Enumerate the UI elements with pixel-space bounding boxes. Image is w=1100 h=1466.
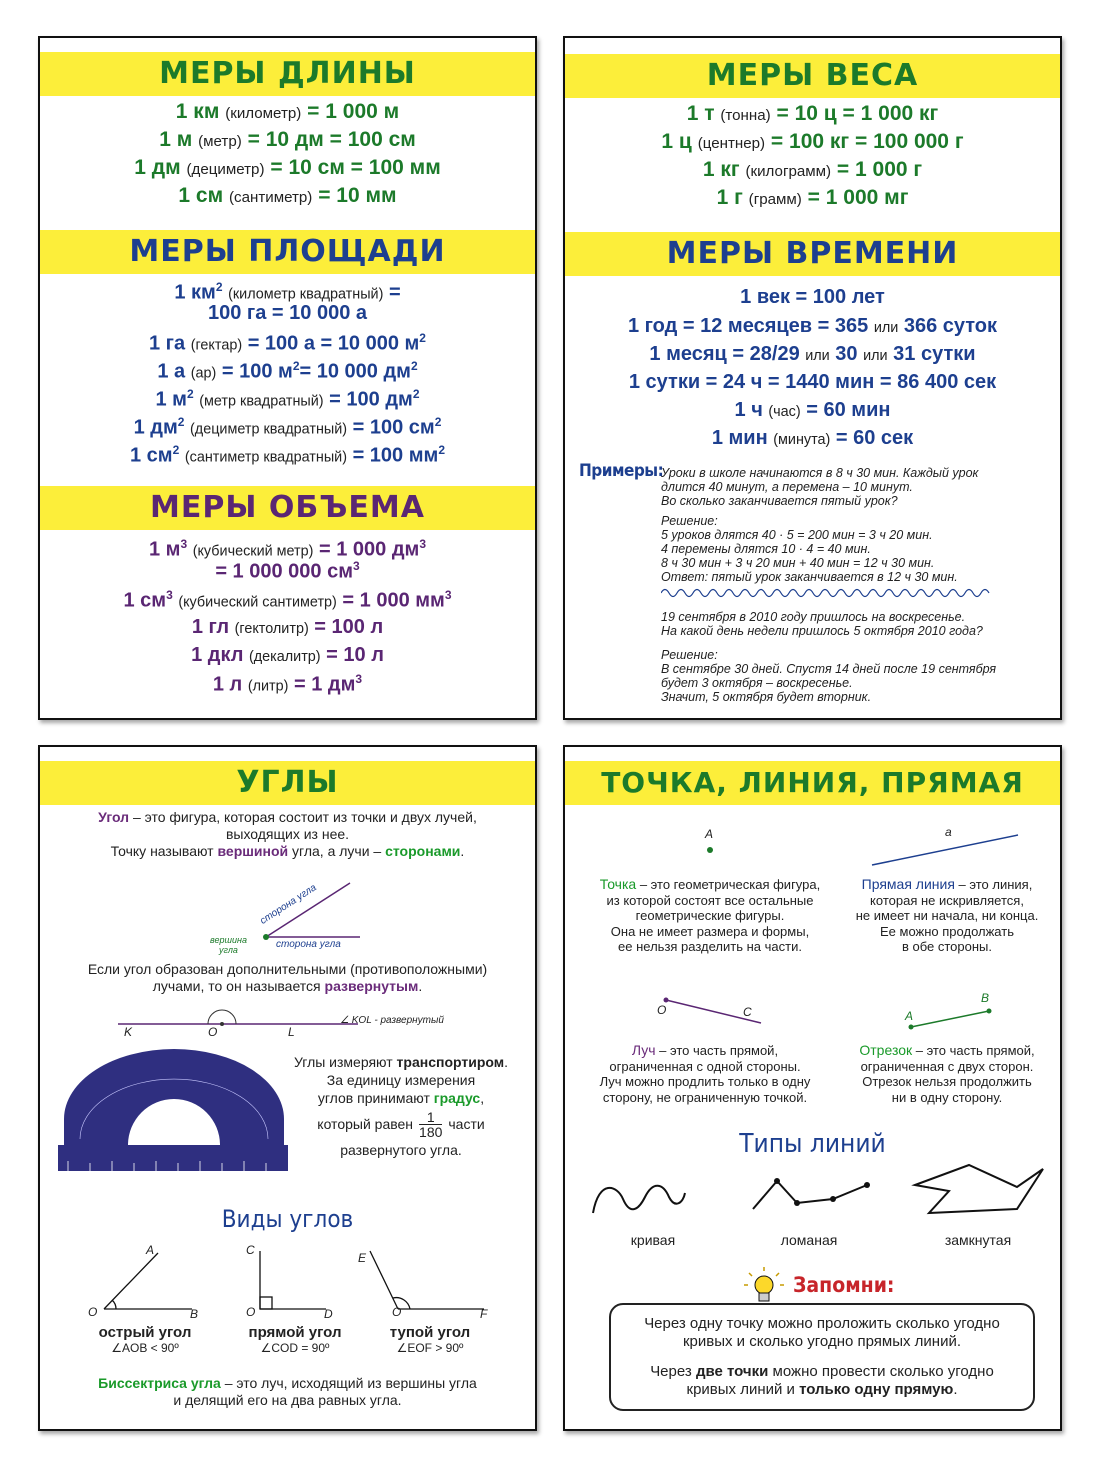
point-dot: [705, 845, 715, 855]
card-angles: [38, 745, 537, 1431]
ray-O-label: O: [657, 1003, 667, 1017]
angle-types-diagram: [80, 1243, 500, 1323]
right-angle: прямой угол ∠COD = 90º: [248, 1324, 342, 1355]
ray-C-label: C: [743, 1005, 752, 1019]
protractor-icon: [58, 1049, 290, 1179]
right-D: D: [324, 1307, 333, 1321]
straight-angle-text: Если угол образован дополнительными (противоположными) лучами, то он называется развернутым.: [87, 961, 488, 994]
straight-angle-diagram: [108, 1009, 368, 1039]
card-measures: МЕРЫ ДЛИНЫ 1 км (километр) = 1 000 м 1 м (метр) = 10 дм = 100 см 1 дм (дециметр) = 10 см = 100 мм 1 см (сантиметр) = 10 мм МЕРЫ ПЛОЩАДИ 1 $км^2$ (километр квадратный) = 100 га = 10 000 а 1 га (гектар) = 100 а = 10 000 $м^2$ 1 а (ар) = 100 $м^2= 10$ 000 $дм^2$ 1 $м^2$ (метр квадратный) = 100 $дм^2$ 1 $дм^2$ (дециметр квадратный) = 100 $см^2$ 1 $см^2$ (сантиметр квадратный) = 100 $мм^2$ МЕРЫ ОБЪЕМА 1 $м^3$ (кубический метр) = 1 000 $дм^3$ = 1 000 000 $см^3$ 1 $см^3$ (кубический сантиметр) = 1 000 $мм^3$ 1 гл (гектолитр) = 100 л 1 дкл (декалитр) = 10 л 1 л (литр) = 1 $дм^3$: [38, 36, 537, 720]
line-definition: Прямая линия – это линия, которая не искривляется, не имеет ни начала, ни конца. Ее можно продолжать в обе стороны.: [855, 876, 1039, 954]
point-title: ТОЧКА, ЛИНИЯ, ПРЯМАЯ: [565, 761, 1060, 805]
point-O: O: [208, 1025, 218, 1039]
acute-angle: острый угол ∠AOB < 90º: [98, 1324, 192, 1355]
angles-title: УГЛЫ: [40, 761, 535, 805]
side-label-1: сторона угла: [258, 882, 319, 927]
segment-B-label: B: [981, 991, 990, 1005]
acute-B: B: [190, 1307, 199, 1321]
remember-box: Через одну точку можно проложить сколько угодно кривых и сколько угодно прямых линий. Через две точки можно провести сколько угодно кривых линий и только одну прямую.: [609, 1303, 1035, 1411]
right-O: O: [246, 1305, 256, 1319]
solution-2: Решение: В сентябре 30 дней. Спустя 14 дней после 19 сентября будет 3 октября – воскресенье. Значит, 5 октября будет вторник.: [661, 648, 997, 704]
length-title: МЕРЫ ДЛИНЫ: [40, 52, 535, 96]
segment-diagram: [905, 1003, 995, 1033]
side-label-2: сторона угла: [276, 939, 341, 950]
line-a-label: a: [945, 825, 952, 839]
examples-label: Примеры:: [579, 461, 664, 481]
right-C: C: [246, 1243, 255, 1257]
point-A-label: A: [705, 827, 714, 841]
obtuse-O: O: [392, 1305, 402, 1319]
point-K: K: [124, 1025, 133, 1039]
example-1: Уроки в школе начинаются в 8 ч 30 мин. Каждый урок длится 40 минут, а перемена – 10 минут. Во сколько заканчивается пятый урок?: [661, 466, 979, 508]
point-L: L: [288, 1025, 295, 1039]
kol-note: ∠ KOL - развернутый: [340, 1015, 444, 1026]
ray-definition: Луч – это часть прямой, ограниченная с одной стороны. Луч можно продлить только в одну сторону, не ограниченную точкой.: [599, 1042, 811, 1105]
point-definition: Точка – это геометрическая фигура, из которой состоят все остальные геометрические фигуры. Она не имеет размера и формы, ее нельзя разделить на части.: [599, 876, 821, 954]
vertex-label: вершина угла: [210, 935, 247, 955]
bisector-text: Биссектриса угла – это луч, исходящий из вершины угла и делящий его на два равных угла.: [98, 1375, 477, 1408]
curve-label: кривая: [630, 1232, 676, 1248]
ray-diagram: [663, 995, 763, 1025]
curve-line: [589, 1169, 689, 1229]
broken-label: ломаная: [780, 1232, 838, 1248]
solution-1: Решение: 5 уроков длятся 40 · 5 = 200 мин = 3 ч 20 мин. 4 перемены длятся 10 · 4 = 40 мин. 8 ч 30 мин + 3 ч 20 мин + 40 мин = 12 ч 30 мин. Ответ: пятый урок заканчивается в 12 ч 30 мин.: [661, 514, 958, 584]
weight-title: МЕРЫ ВЕСА: [565, 54, 1060, 98]
obtuse-angle: тупой угол ∠EOF > 90º: [389, 1324, 471, 1355]
example-2: 19 сентября в 2010 году пришлось на воскресенье. На какой день недели пришлось 5 октября 2010 года?: [661, 610, 983, 638]
obtuse-F: F: [480, 1307, 488, 1321]
straight-line: [870, 831, 1020, 867]
card-weight-time: МЕРЫ ВЕСА 1 т (тонна) = 10 ц = 1 000 кг 1 ц (центнер) = 100 кг = 100 000 г 1 кг (килограмм) = 1 000 г 1 г (грамм) = 1 000 мг МЕРЫ ВРЕМЕНИ 1 век = 100 лет 1 год = 12 месяцев = 365 или 366 суток 1 месяц = 28/29 или 30 или 31 сутки 1 сутки = 24 ч = 1440 мин = 86 400 сек 1 ч (час) = 60 мин 1 мин (минута) = 60 сек Примеры: Уроки в школе начинаются в 8 ч 30 мин. Каждый урок длится 40 минут, а перемена – 10 минут. Во сколько заканчивается пятый урок? Решение: 5 уроков длятся 40 · 5 = 200 мин = 3 ч 20 мин. 4 перемены длятся 10 · 4 = 40 мин. 8 ч 30 мин + 3 ч 20 мин + 40 мин = 12 ч 30 мин. Ответ: пятый урок заканчивается в 12 ч 30 мин. 19 сентября в 2010 году пришлось на воскресенье. На какой день недели пришлось 5 октября 2010 года? Решение: В сентябре 30 дней. Спустя 14 дней после 19 сентября будет 3 октября – воскресенье. Значит, 5 октября будет вторник.: [563, 36, 1062, 720]
segment-A-label: A: [905, 1009, 914, 1023]
acute-A: A: [146, 1243, 155, 1257]
segment-definition: Отрезок – это часть прямой, ограниченная с двух сторон. Отрезок нельзя продолжить ни в одну сторону.: [859, 1042, 1035, 1105]
area-title: МЕРЫ ПЛОЩАДИ: [40, 230, 535, 274]
protractor-text: Углы измеряют транспортиром. За единицу измерения углов принимают градус, который равен 1 180 части развернутого угла.: [294, 1054, 508, 1158]
wavy-divider: [661, 586, 991, 600]
acute-O: O: [88, 1305, 98, 1319]
line-types-title: Типы линий: [739, 1129, 886, 1159]
volume-title: МЕРЫ ОБЪЕМА: [40, 486, 535, 530]
obtuse-E: E: [358, 1251, 367, 1265]
card-point-line: [563, 745, 1062, 1431]
angle-definition: Угол – это фигура, которая состоит из точки и двух лучей, выходящих из нее. Точку называют вершиной угла, а лучи – сторонами.: [98, 809, 477, 859]
broken-line: [747, 1169, 877, 1229]
closed-label: замкнутая: [944, 1232, 1012, 1248]
remember-label: Запомни:: [793, 1273, 895, 1297]
angle-types-title: Виды углов: [221, 1205, 354, 1233]
time-title: МЕРЫ ВРЕМЕНИ: [565, 232, 1060, 276]
closed-line: [909, 1155, 1059, 1227]
